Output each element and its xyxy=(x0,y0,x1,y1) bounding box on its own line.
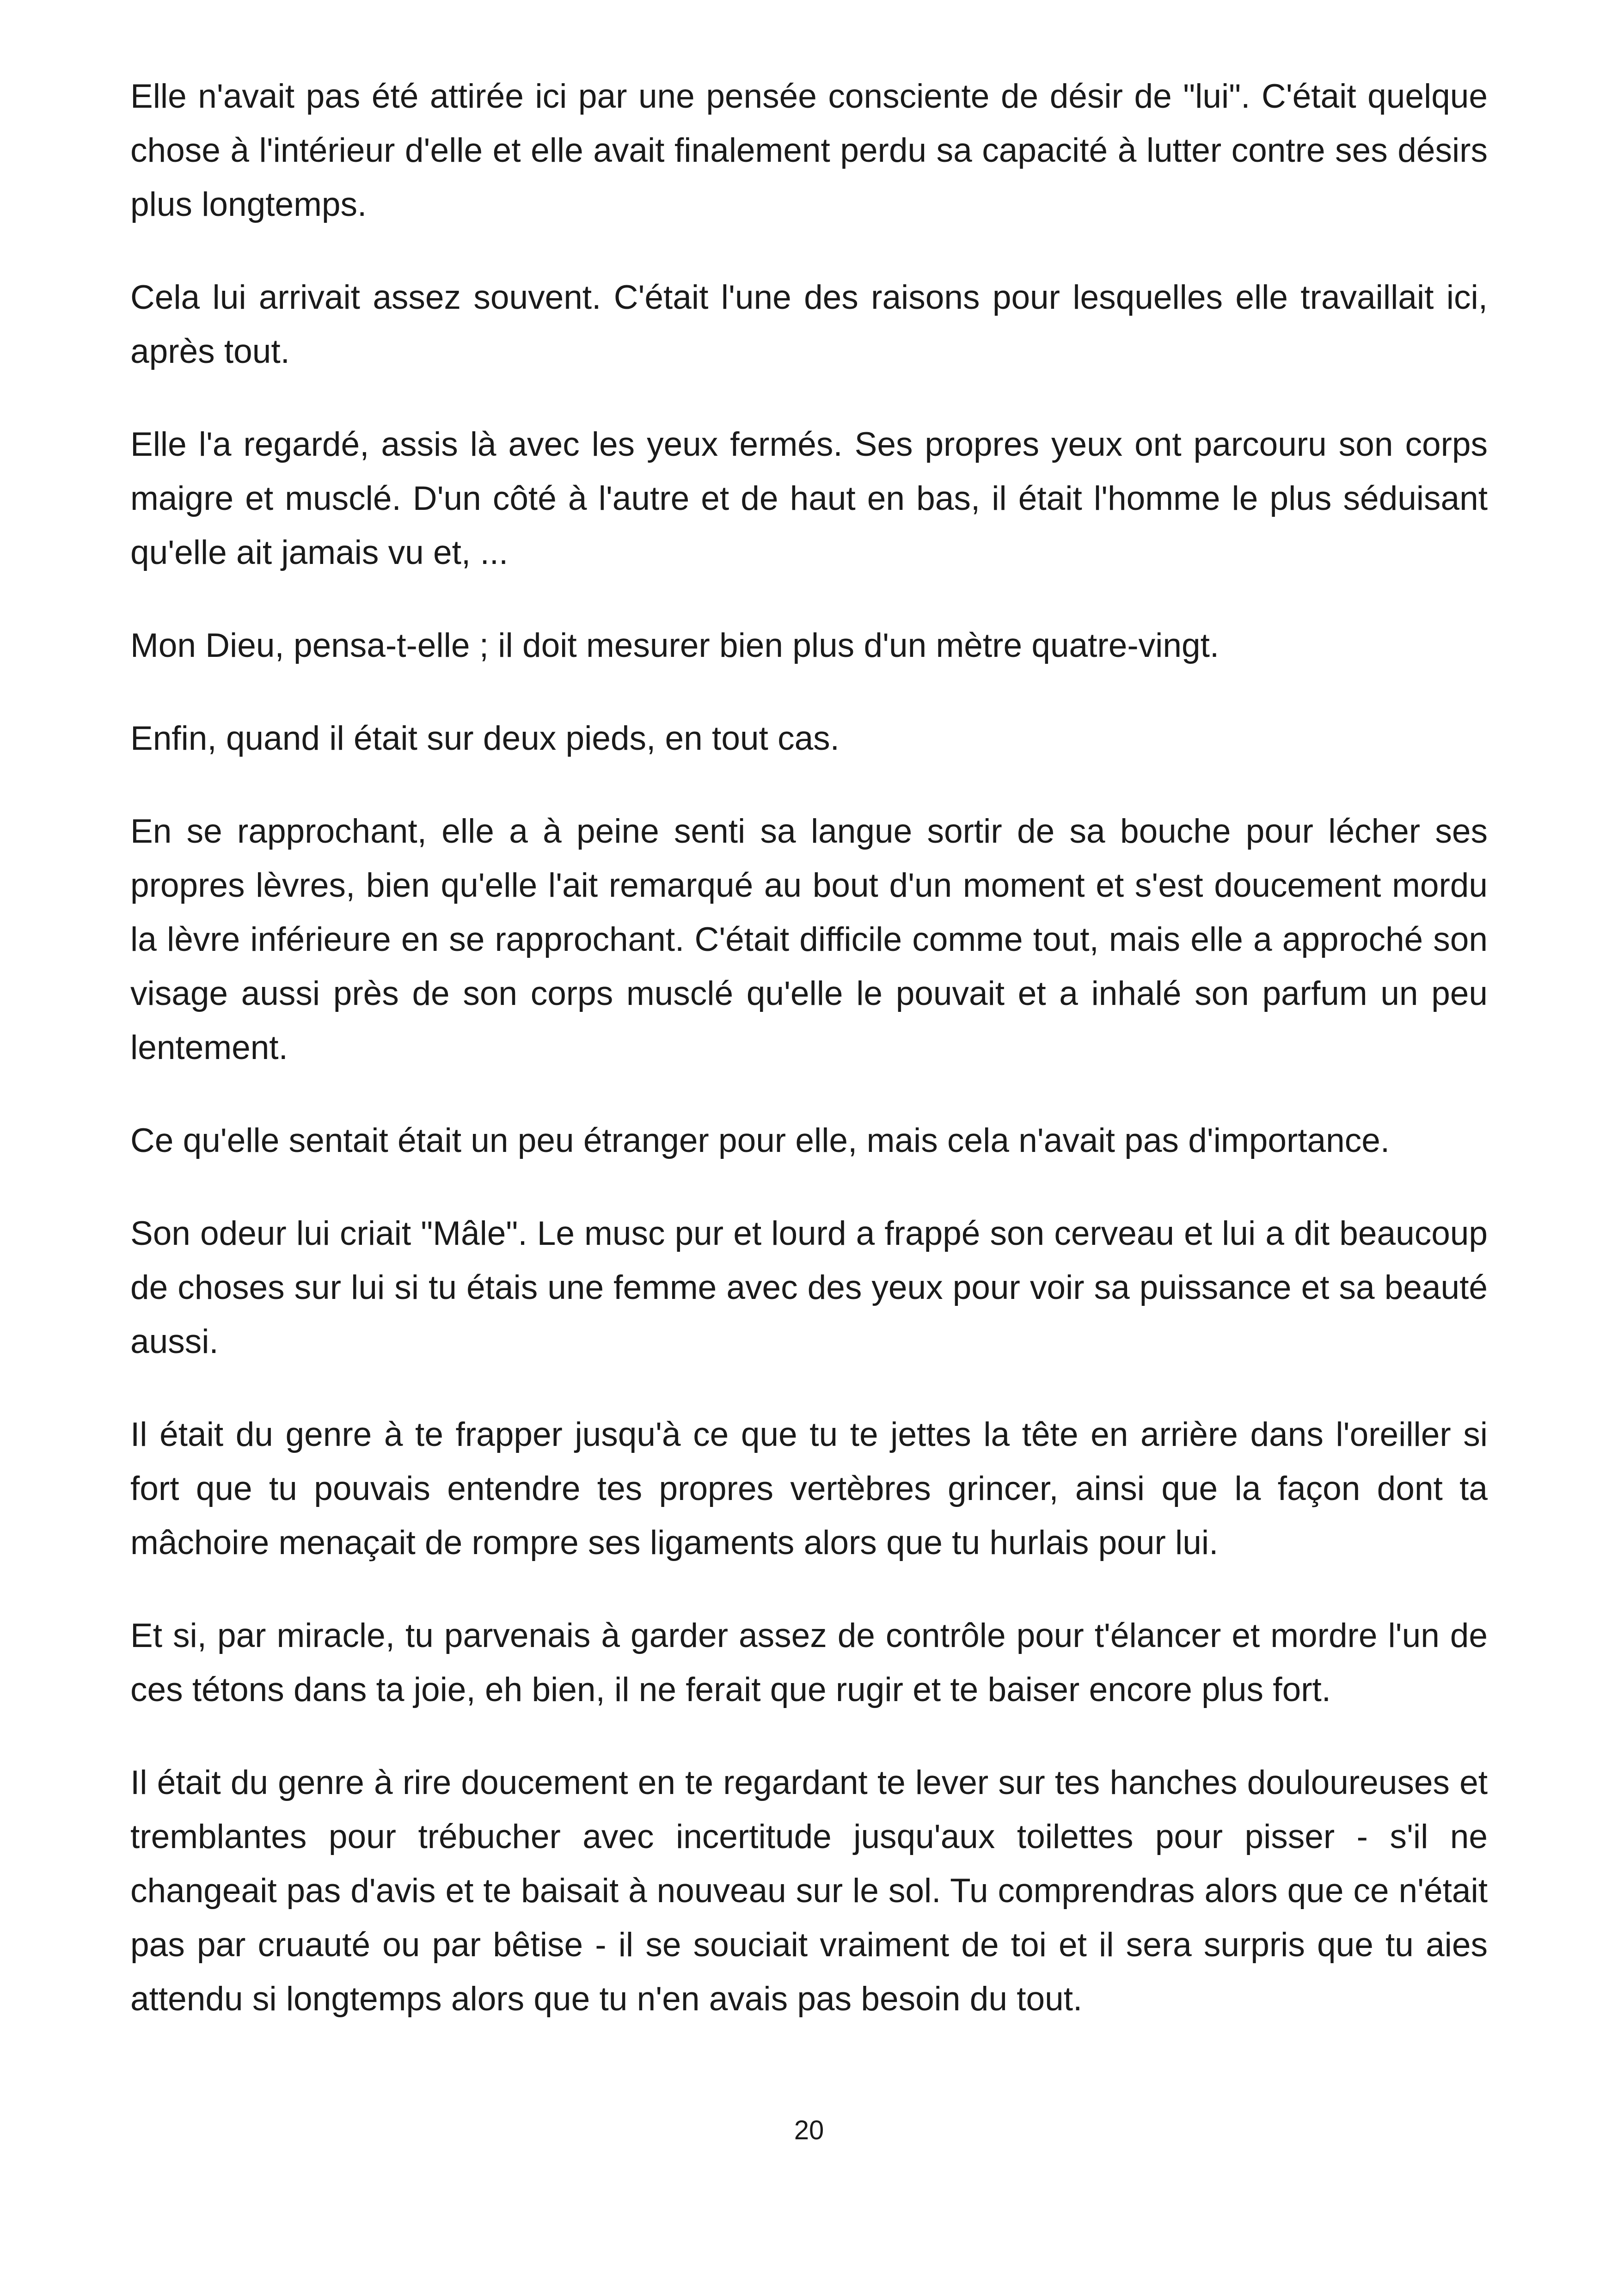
paragraph: En se rapprochant, elle a à peine senti sa langue sortir de sa bouche pour lécher ses propres lèvres, bien qu'elle l'ait remarqué au bout d'un moment et s'est doucement mordu la lèvre inférieure en se rapprochant. C'était difficile comme tout, mais elle a approché son visage aussi près de son corps musclé qu'elle le pouvait et a inhalé son parfum un peu lentement. xyxy=(130,813,1488,1066)
paragraph: Elle n'avait pas été attirée ici par une pensée consciente de désir de "lui". C'était quelque chose à l'intérieur d'elle et elle avait finalement perdu sa capacité à lutter contre ses désirs plus longtemps. xyxy=(130,78,1488,223)
paragraph: Il était du genre à rire doucement en te regardant te lever sur tes hanches douloureuses et tremblantes pour trébucher avec incertitude jusqu'aux toilettes pour pisser - s'il ne changeait pas d'avis et te baisait à nouveau sur le sol. Tu comprendras alors que ce n'était pas par cruauté ou par bêtise - il se souciait vraiment de toi et il sera surpris que tu aies attendu si longtemps alors que tu n'en avais pas besoin du tout. xyxy=(130,1764,1488,2018)
paragraph: Ce qu'elle sentait était un peu étranger pour elle, mais cela n'avait pas d'importance. xyxy=(130,1122,1390,1159)
paragraph: Il était du genre à te frapper jusqu'à ce que tu te jettes la tête en arrière dans l'oreiller si fort que tu pouvais entendre tes propres vertèbres grincer, ainsi que la façon dont ta mâchoire menaçait de rompre ses ligaments alors que tu hurlais pour lui. xyxy=(130,1416,1488,1561)
page-number: 20 xyxy=(794,2115,824,2145)
paragraph: Son odeur lui criait "Mâle". Le musc pur et lourd a frappé son cerveau et lui a dit beaucoup de choses sur lui si tu étais une femme avec des yeux pour voir sa puissance et sa beauté aussi. xyxy=(130,1215,1488,1360)
paragraph: Et si, par miracle, tu parvenais à garder assez de contrôle pour t'élancer et mordre l'un de ces tétons dans ta joie, eh bien, il ne ferait que rugir et te baiser encore plus fort. xyxy=(130,1617,1488,1708)
paragraph: Enfin, quand il était sur deux pieds, en tout cas. xyxy=(130,720,840,757)
paragraph: Elle l'a regardé, assis là avec les yeux fermés. Ses propres yeux ont parcouru son corps maigre et musclé. D'un côté à l'autre et de haut en bas, il était l'homme le plus séduisant qu'elle ait jamais vu et, ... xyxy=(130,426,1488,571)
paragraph: Cela lui arrivait assez souvent. C'était l'une des raisons pour lesquelles elle travaillait ici, après tout. xyxy=(130,279,1488,370)
body-text xyxy=(130,69,1488,2065)
paragraph: Mon Dieu, pensa-t-elle ; il doit mesurer bien plus d'un mètre quatre-vingt. xyxy=(130,627,1220,664)
